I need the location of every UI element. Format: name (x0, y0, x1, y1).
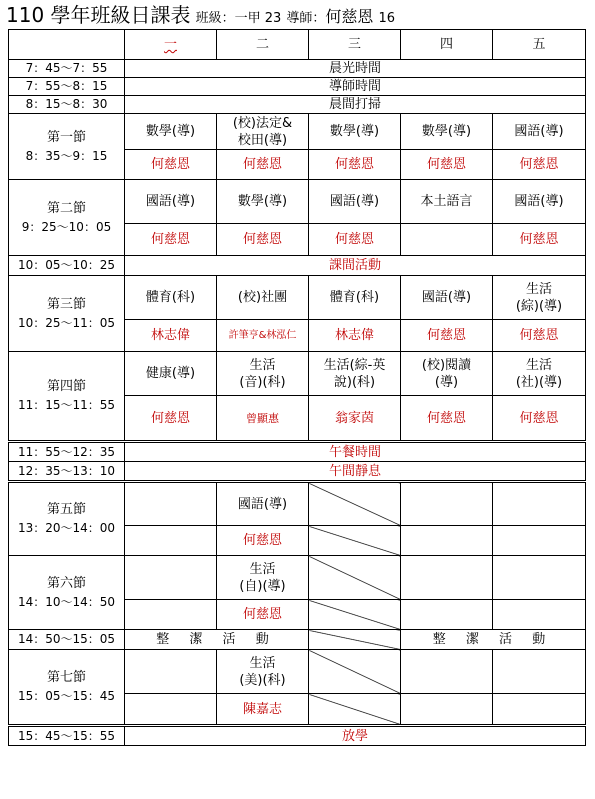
time-cell: 14：50～15：05 (9, 630, 125, 650)
time-cell: 8：15～8：30 (9, 96, 125, 114)
diagonal-cell (309, 600, 401, 630)
empty-cell (493, 526, 586, 556)
empty-cell (125, 556, 217, 600)
subject-cell: 體育(科) (125, 276, 217, 320)
subject-cell: 生活 (音)(科) (217, 352, 309, 396)
teacher-cell: 許筆亨&林泓仁 (217, 320, 309, 352)
teacher-cell: 何慈恩 (217, 600, 309, 630)
empty-cell (401, 600, 493, 630)
time-cell: 11：55～12：35 (9, 442, 125, 462)
day-header: 四 (401, 30, 493, 60)
subject-cell: 國語(導) (493, 114, 586, 150)
subject-cell: (校)社團 (217, 276, 309, 320)
nap-label: 午間靜息 (125, 462, 586, 482)
subject-cell: 數學(導) (217, 180, 309, 224)
seat-number: 16 (378, 11, 396, 26)
period-cell: 第三節 10：25～11：05 (9, 276, 125, 352)
subject-cell: (校)閱讀 (導) (401, 352, 493, 396)
subject-cell: 國語(導) (493, 180, 586, 224)
empty-cell (125, 694, 217, 726)
teacher-cell: 林志偉 (125, 320, 217, 352)
cleaning-activity-label: 整 潔 活 動 (125, 630, 309, 650)
day-header: 三 (309, 30, 401, 60)
empty-cell (125, 600, 217, 630)
subject-cell: 健康(導) (125, 352, 217, 396)
subject-cell: 生活 (綜)(導) (493, 276, 586, 320)
corner-cell (9, 30, 125, 60)
lunch-label: 午餐時間 (125, 442, 586, 462)
cleaning-activity-label: 整 潔 活 動 (401, 630, 586, 650)
teacher-cell: 何慈恩 (401, 320, 493, 352)
teacher-label: 導師： (286, 11, 326, 26)
subject-cell: 生活 (社)(導) (493, 352, 586, 396)
teacher-cell: 何慈恩 (493, 320, 586, 352)
empty-cell (401, 650, 493, 694)
tutor-label: 導師時間 (125, 78, 586, 96)
teacher-cell: 何慈恩 (493, 224, 586, 256)
period-cell: 第一節 8：35～9：15 (9, 114, 125, 180)
subject-cell: 數學(導) (401, 114, 493, 150)
period-cell: 第六節 14：10～14：50 (9, 556, 125, 630)
day-header: 一 (125, 30, 217, 60)
empty-cell (401, 556, 493, 600)
empty-cell (401, 694, 493, 726)
time-cell: 12：35～13：10 (9, 462, 125, 482)
subject-cell: 國語(導) (217, 482, 309, 526)
teacher-cell: 何慈恩 (217, 224, 309, 256)
subject-cell: 本土語言 (401, 180, 493, 224)
empty-cell (125, 482, 217, 526)
empty-cell (493, 694, 586, 726)
empty-cell (125, 526, 217, 556)
period-cell: 第二節 9：25～10：05 (9, 180, 125, 256)
subject-cell: 體育(科) (309, 276, 401, 320)
empty-cell (401, 482, 493, 526)
cleaning-label: 晨間打掃 (125, 96, 586, 114)
empty-cell (493, 482, 586, 526)
period-cell: 第五節 13：20～14：00 (9, 482, 125, 556)
diagonal-cell (309, 694, 401, 726)
teacher-name: 何慈恩 (325, 7, 374, 26)
teacher-cell: 何慈恩 (309, 224, 401, 256)
teacher-cell: 何慈恩 (217, 150, 309, 180)
class-label: 班級：一甲 23 (195, 11, 282, 26)
period-cell: 第七節 15：05～15：45 (9, 650, 125, 726)
diagonal-cell (309, 556, 401, 600)
teacher-cell: 何慈恩 (493, 150, 586, 180)
break-label: 課間活動 (125, 256, 586, 276)
teacher-cell: 何慈恩 (401, 150, 493, 180)
subject-cell: 數學(導) (309, 114, 401, 150)
teacher-cell: 何慈恩 (125, 396, 217, 442)
period-cell: 第四節 11：15～11：55 (9, 352, 125, 442)
diagonal-cell (309, 482, 401, 526)
subject-cell: 生活(綜-英 說)(科) (309, 352, 401, 396)
teacher-cell: 林志偉 (309, 320, 401, 352)
day-header: 五 (493, 30, 586, 60)
teacher-cell: 何慈恩 (309, 150, 401, 180)
diagonal-cell (309, 630, 401, 650)
teacher-cell: 何慈恩 (493, 396, 586, 442)
subject-cell: 生活 (美)(科) (217, 650, 309, 694)
teacher-cell: 何慈恩 (125, 224, 217, 256)
dismiss-label: 放學 (125, 726, 586, 746)
empty-cell (493, 650, 586, 694)
teacher-cell (401, 224, 493, 256)
time-cell: 7：45～7：55 (9, 60, 125, 78)
page-title (6, 2, 395, 29)
empty-cell (493, 556, 586, 600)
timetable (8, 29, 586, 746)
empty-cell (401, 526, 493, 556)
empty-cell (125, 650, 217, 694)
subject-cell: 生活 (自)(導) (217, 556, 309, 600)
diagonal-cell (309, 526, 401, 556)
subject-cell: 國語(導) (309, 180, 401, 224)
teacher-cell: 何慈恩 (401, 396, 493, 442)
time-cell: 7：55～8：15 (9, 78, 125, 96)
timetable-title: 110 學年班級日課表 (6, 3, 191, 27)
diagonal-cell (309, 650, 401, 694)
teacher-cell: 何慈恩 (125, 150, 217, 180)
subject-cell: 數學(導) (125, 114, 217, 150)
subject-cell: (校)法定& 校田(導) (217, 114, 309, 150)
teacher-cell: 翁家茵 (309, 396, 401, 442)
time-cell: 15：45～15：55 (9, 726, 125, 746)
teacher-cell: 何慈恩 (217, 526, 309, 556)
teacher-cell: 陳嘉志 (217, 694, 309, 726)
subject-cell: 國語(導) (125, 180, 217, 224)
empty-cell (493, 600, 586, 630)
time-cell: 10：05～10：25 (9, 256, 125, 276)
teacher-cell: 曾顯惠 (217, 396, 309, 442)
morning-label: 晨光時間 (125, 60, 586, 78)
day-header: 二 (217, 30, 309, 60)
subject-cell: 國語(導) (401, 276, 493, 320)
